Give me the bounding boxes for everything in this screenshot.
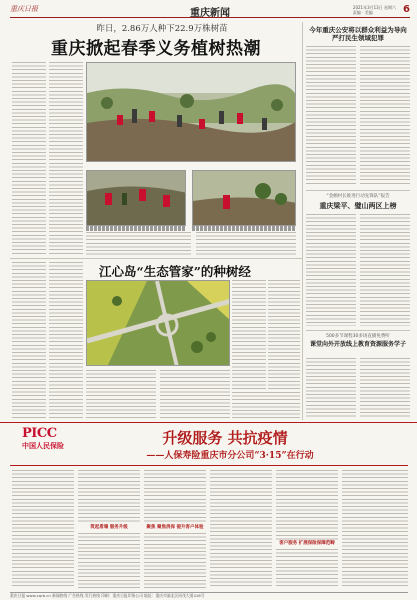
right-item3-body-b — [360, 358, 410, 418]
right-item1-body-a — [306, 46, 356, 186]
ad-rule — [10, 465, 408, 466]
ad-subheading-1: 筑起盾墙 服务升级 — [90, 525, 128, 530]
ad-subheading-2: 聚焦 聚焦消保 提升客户体验 — [146, 525, 204, 530]
right-item2-body-a — [306, 214, 356, 326]
right-item3-body-a — [306, 358, 356, 418]
masthead — [10, 4, 410, 18]
picc-logo: PICC — [22, 426, 57, 441]
right-item2-kicker: “金额村长推进行动先锋队”报告 — [326, 194, 390, 199]
ad-subheading-3: 客户服务 扩展保险保障范畴 — [279, 541, 335, 546]
island-aerial-photo — [86, 280, 230, 366]
date-line — [353, 5, 396, 15]
story2-body-col6 — [160, 370, 230, 418]
ad-body-col3 — [144, 470, 206, 524]
story2-body-col4 — [268, 280, 300, 390]
photo-caption-right — [192, 226, 296, 231]
main-story-photo — [86, 62, 296, 162]
tree-planting-photo — [87, 63, 296, 162]
planting-photo-left — [86, 170, 186, 226]
ad-body-col3b — [144, 533, 206, 588]
ad-subheadline: ——人保寿险重庆市分公司“3·15”在行动 — [146, 451, 314, 461]
right-item1-headline: 今年重庆公安将以群众利益为导向 严打民生领域犯罪 — [309, 26, 407, 42]
story2-body-col1 — [12, 262, 46, 418]
right-divider-2 — [306, 330, 410, 331]
page-footer: 重庆日报 www.cqrb.cn 新闻热线 广告热线 发行热线 印刷：重庆日报印务公司 地址：重庆市渝北区同茂大道416号 — [10, 592, 408, 598]
main-story-body-col1 — [12, 62, 46, 256]
photo-caption-left — [86, 226, 186, 231]
story2-body-col5 — [86, 370, 156, 418]
main-story-headline: 重庆掀起春季义务植树热潮 — [51, 39, 261, 59]
ad-headline: 升级服务 共抗疫情 — [162, 429, 288, 447]
right-item3-kicker: 500多节课程30多场直播免费听 — [326, 334, 390, 339]
ad-body-col1 — [12, 470, 74, 588]
planting-photo-right — [192, 170, 296, 226]
date-line-1: 2021年3月13日 星期六 — [352, 5, 396, 10]
main-story-body-col3 — [86, 232, 191, 256]
section-title: 重庆新闻 — [190, 8, 230, 19]
right-item2-body-b — [360, 214, 410, 326]
ad-body-col5 — [276, 470, 338, 540]
newspaper-logo: 重庆日报 — [10, 5, 38, 13]
right-divider-1 — [306, 190, 410, 191]
story2-headline: 江心岛“生态管家”的种树经 — [99, 264, 251, 279]
ad-body-col5b — [276, 549, 338, 588]
right-item1-body-b — [360, 46, 410, 186]
ad-body-col6 — [342, 470, 408, 588]
ad-body-col2b — [78, 533, 140, 588]
story-divider — [10, 258, 302, 259]
right-item3-headline: 课堂向外开放线上教育资源服务学子 — [309, 341, 406, 348]
story2-body-col7 — [232, 392, 300, 418]
story2-body-col3 — [232, 280, 266, 390]
right-item2-headline: 重庆梁平、璧山两区上榜 — [319, 201, 397, 210]
ad-body-col4 — [210, 470, 272, 588]
column-divider — [302, 22, 303, 420]
story2-body-col2 — [49, 262, 83, 418]
main-story-kicker: 昨日，2.86万人种下22.9万株树苗 — [96, 24, 228, 34]
picc-logo-chinese: 中国人民保险 — [22, 441, 64, 450]
main-story-body-col4 — [196, 232, 296, 256]
main-story-body-col2 — [49, 62, 83, 256]
page-number: 6 — [403, 4, 410, 15]
ad-body-col2 — [78, 470, 140, 524]
date-line-2: 责编 · 美编 — [352, 10, 373, 15]
